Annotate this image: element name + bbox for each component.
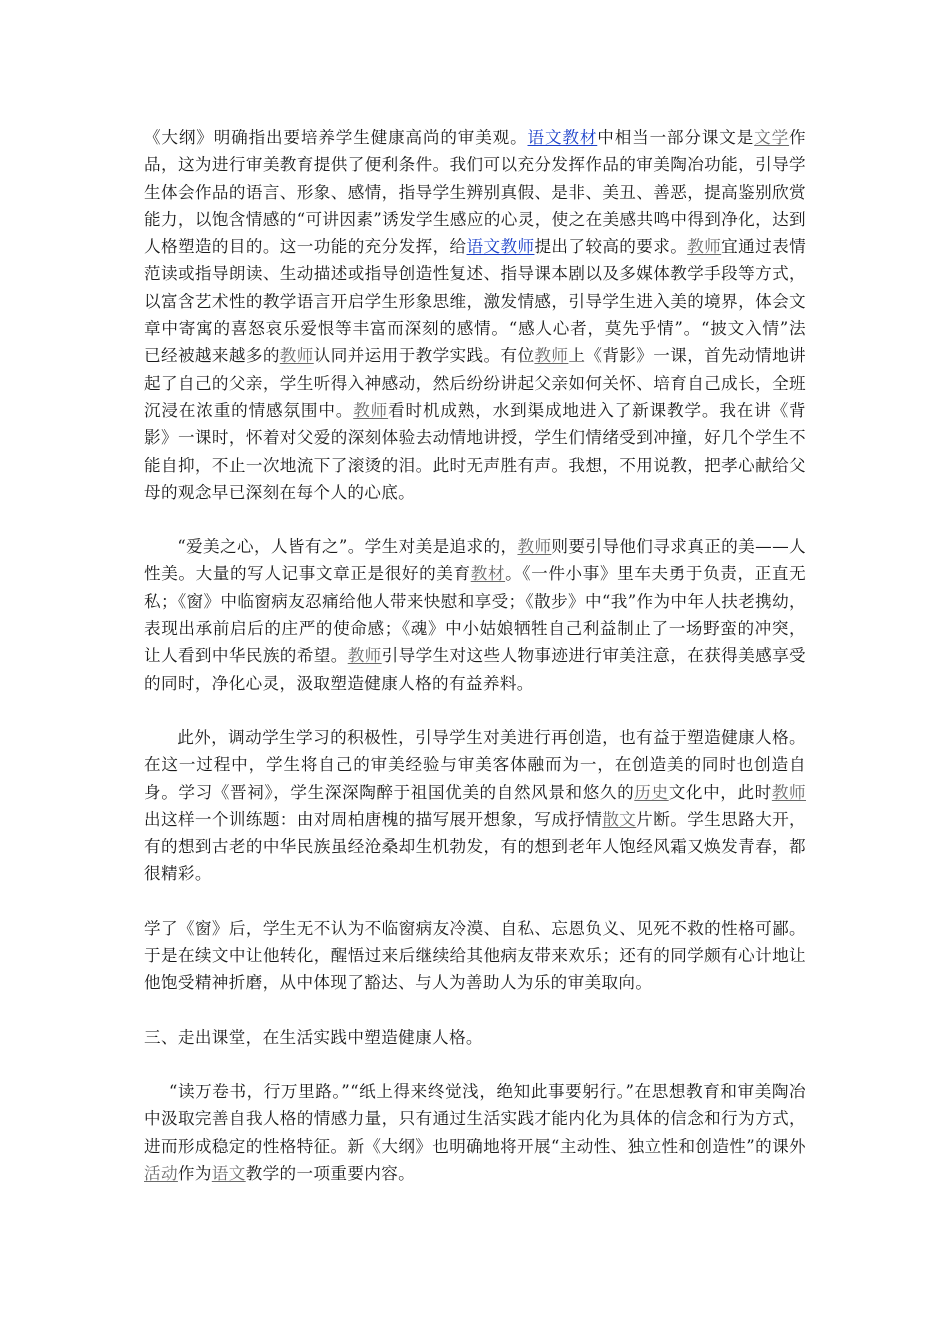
text-run: 三、走出课堂，在生活实践中塑造健康人格。 [144,1027,483,1047]
text-run: 上《背影》一课，首先动情地讲起了自己的父亲，学生听得入神感动，然后纷纷讲起父亲如何关怀、培育自己成长，全班沉浸在浓重的情感氛围中。 [144,346,806,420]
hyperlink[interactable]: 语文教师 [466,237,535,257]
hyperlink[interactable]: 教师 [353,400,389,420]
text-run: 此外，调动学生学习的积极性，引导学生对美进行再创造，也有益于塑造健康人格。在这一过程中，学生将自己的审美经验与审美客体融而为一，在创造美的同时也创造自身。学习《晋祠》，学生深深陶醉于祖国优美的自然风景和悠久的 [144,727,806,802]
text-run: 中相当一部分课文是 [597,128,755,147]
section-heading-life-practice [144,1024,806,1051]
text-run: 引导学生对这些人物事迹进行审美注意，在获得美感享受的同时，净化心灵，汲取塑造健康人格的有益养料。 [144,646,806,693]
text-run: 教学的一项重要内容。 [245,1163,416,1183]
hyperlink[interactable]: 教师 [279,346,314,366]
text-run: 看时机成熟，水到渠成地进入了新课教学。我在讲《背影》一课时，怀着对父爱的深刻体验去动情地讲授，学生们情绪受到冲撞，好几个学生不能自抑，不止一次地流下了滚烫的泪。此时无声胜有声。我想，不用说教，把孝心献给父母的观念早已深刻在每个人的心底。 [144,400,806,502]
text-run: 提出了较高的要求。 [534,237,688,257]
text-run: 出这样一个训练题：由对周柏唐槐的描写展开想象，写成抒情 [144,809,603,829]
text-run: 。《一件小事》里车夫勇于负责，正直无私；《窗》中临窗病友忍痛给他人带来快慰和享受；《散步》中“我”作为中年人扶老携幼，表现出承前启后的庄严的使命感；《魂》中小姑娘牺牲自己利益制止了一场野蛮的冲突，让人看到中华民族的希望。 [144,564,807,666]
document-page [144,124,806,1187]
hyperlink[interactable]: 文学 [754,128,790,147]
hyperlink[interactable]: 语文 [211,1163,246,1183]
paragraph-window-story [144,915,806,997]
hyperlink[interactable]: 散文 [602,809,637,829]
hyperlink[interactable]: 语文教材 [527,128,598,147]
text-run: 认同并运用于教学实践。有位 [313,346,535,366]
text-run: 作品，这为进行审美教育提供了便利条件。我们可以充分发挥作品的审美陶冶功能，引导学生体会作品的语言、形象、感情，指导学生辨别真假、是非、美丑、善恶，提高鉴别欣赏能力，以饱含情感的“可讲因素”诱发学生感应的心灵，使之在美感共鸣中得到净化，达到人格塑造的目的。这一功能的充分发挥，给 [144,128,806,257]
text-run: “读万卷书，行万里路。”“纸上得来终觉浅，绝知此事要躬行。”在思想教育和审美陶冶中汲取完善自我人格的情感力量，只有通过生活实践才能内化为具体的信念和行为方式，进而形成稳定的性格特征。新《大纲》也明确地将开展“主动性、独立性和创造性”的课外 [144,1081,806,1156]
hyperlink[interactable]: 教材 [470,564,506,584]
hyperlink[interactable]: 教师 [771,782,806,802]
hyperlink[interactable]: 教师 [534,346,569,366]
text-run: 则要引导他们寻求真正的美——人性美。大量的写人记事文章正是很好的美育 [144,537,806,584]
hyperlink[interactable]: 教师 [347,646,382,666]
hyperlink[interactable]: 历史 [634,782,669,802]
paragraph-recreation-of-beauty [144,724,806,888]
paragraph-aesthetic-education [144,124,806,506]
text-run: 宜通过表情范读或指导朗读、生动描述或指导创造性复述、指导课本剧以及多媒体教学手段等方式，以富含艺术性的教学语言开启学生形象思维，激发情感，引导学生进入美的境界，体会文章中寄寓的喜怒哀乐爱恨等丰富而深刻的感情。“感人心者，莫先乎情”。“披文入情”法已经被越来越多的 [144,237,807,366]
hyperlink[interactable]: 教师 [687,237,722,257]
text-run: 学了《窗》后，学生无不认为不临窗病友冷漠、自私、忘恩负义、见死不救的性格可鄙。于是在续文中让他转化，醒悟过来后继续给其他病友带来欢乐；还有的同学颇有心计地让他饱受精神折磨，从中体现了豁达、与人为善助人为乐的审美取向。 [144,918,806,993]
hyperlink[interactable]: 活动 [144,1163,178,1183]
paragraph-read-and-travel [144,1078,806,1187]
text-run: 文化中，此时 [668,782,772,802]
text-run: 《大纲》明确指出要培养学生健康高尚的审美观。 [144,128,528,147]
text-run: 片断。学生思路大开，有的想到古老的中华民族虽经沧桑却生机勃发，有的想到老年人饱经风霜又焕发青春，都很精彩。 [144,809,806,884]
text-run: “爱美之心，人皆有之”。学生对美是追求的， [177,537,518,557]
text-run: 作为 [177,1163,212,1183]
hyperlink[interactable]: 教师 [517,537,552,557]
paragraph-love-of-beauty [144,533,806,697]
